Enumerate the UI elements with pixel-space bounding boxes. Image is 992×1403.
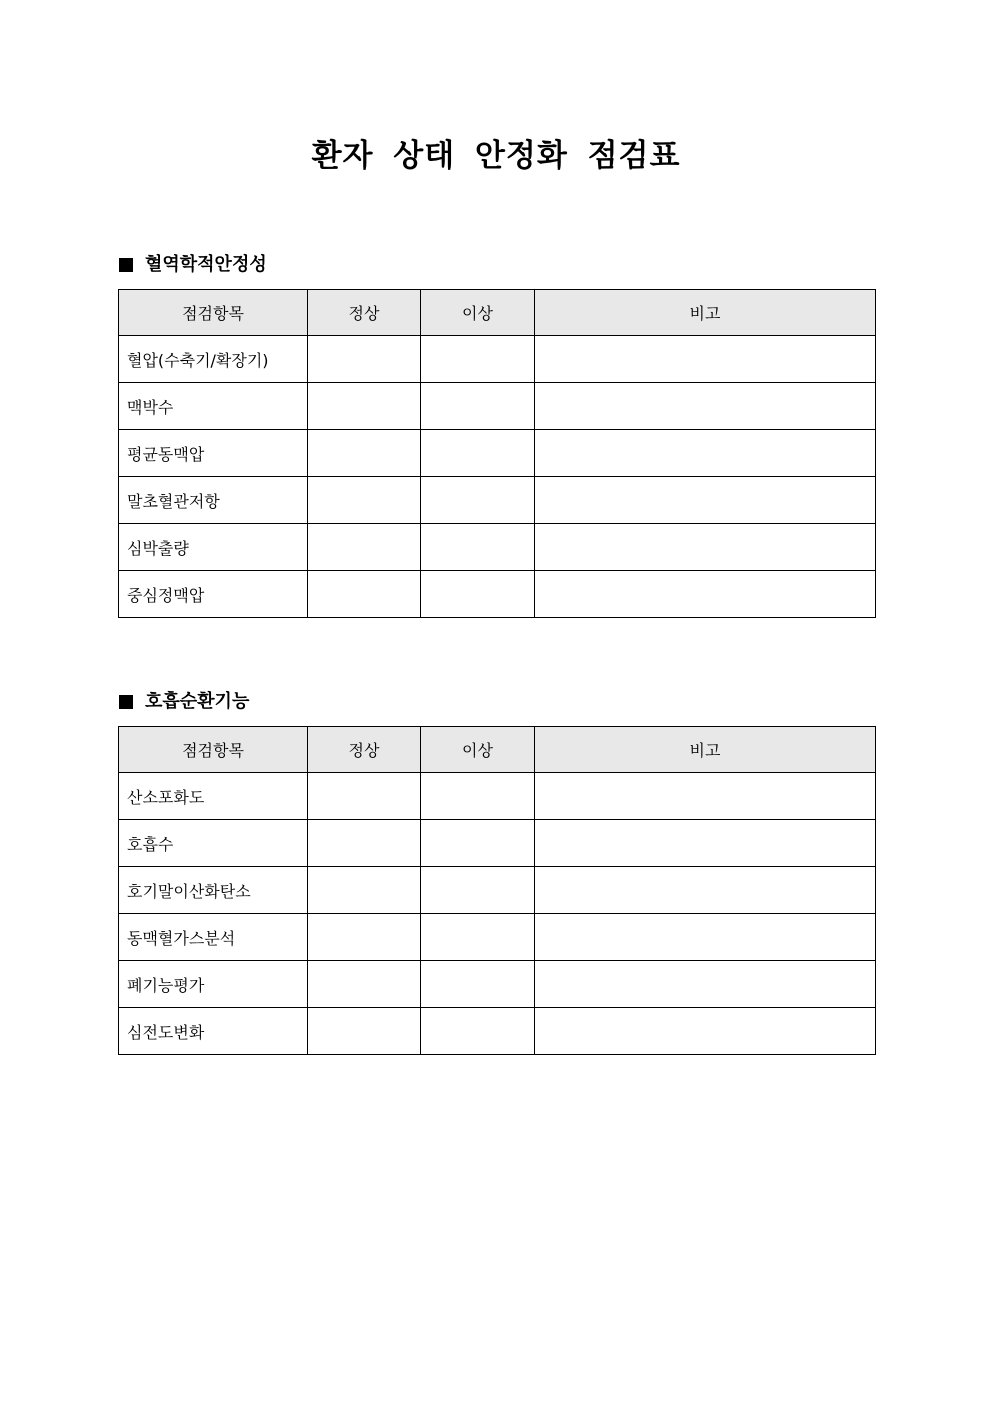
normal-cell[interactable] xyxy=(308,867,421,914)
item-cell: 말초혈관저항 xyxy=(119,477,308,524)
abnormal-cell[interactable] xyxy=(421,571,535,618)
abnormal-cell[interactable] xyxy=(421,524,535,571)
normal-cell[interactable] xyxy=(308,820,421,867)
square-bullet-icon xyxy=(119,258,133,272)
abnormal-cell[interactable] xyxy=(421,820,535,867)
table-row xyxy=(119,571,876,618)
normal-cell[interactable] xyxy=(308,336,421,383)
item-cell: 호기말이산화탄소 xyxy=(119,867,308,914)
abnormal-cell[interactable] xyxy=(421,336,535,383)
table-row xyxy=(119,773,876,820)
table-row xyxy=(119,336,876,383)
item-cell: 중심정맥압 xyxy=(119,571,308,618)
item-cell: 폐기능평가 xyxy=(119,961,308,1008)
section-heading-respiratory xyxy=(119,690,249,714)
normal-cell[interactable] xyxy=(308,383,421,430)
abnormal-cell[interactable] xyxy=(421,867,535,914)
table-header-row xyxy=(119,290,876,336)
item-cell: 혈압(수축기/확장기) xyxy=(119,336,308,383)
note-cell[interactable] xyxy=(535,524,876,571)
normal-cell[interactable] xyxy=(308,430,421,477)
column-header-abnormal: 이상 xyxy=(421,727,535,773)
note-cell[interactable] xyxy=(535,867,876,914)
table-row xyxy=(119,820,876,867)
note-cell[interactable] xyxy=(535,820,876,867)
table-row xyxy=(119,867,876,914)
note-cell[interactable] xyxy=(535,914,876,961)
item-cell: 동맥혈가스분석 xyxy=(119,914,308,961)
abnormal-cell[interactable] xyxy=(421,477,535,524)
column-header-item: 점검항목 xyxy=(119,727,308,773)
item-cell: 호흡수 xyxy=(119,820,308,867)
abnormal-cell[interactable] xyxy=(421,383,535,430)
abnormal-cell[interactable] xyxy=(421,430,535,477)
hemodynamic-checklist-table xyxy=(118,289,876,618)
normal-cell[interactable] xyxy=(308,773,421,820)
normal-cell[interactable] xyxy=(308,571,421,618)
respiratory-checklist-table xyxy=(118,726,876,1055)
normal-cell[interactable] xyxy=(308,1008,421,1055)
table-row xyxy=(119,383,876,430)
item-cell: 맥박수 xyxy=(119,383,308,430)
table-row xyxy=(119,1008,876,1055)
item-cell: 산소포화도 xyxy=(119,773,308,820)
page-title: 환자 상태 안정화 점검표 xyxy=(311,138,681,174)
section-heading-hemodynamic xyxy=(119,253,267,277)
column-header-item: 점검항목 xyxy=(119,290,308,336)
column-header-note: 비고 xyxy=(535,727,876,773)
note-cell[interactable] xyxy=(535,477,876,524)
abnormal-cell[interactable] xyxy=(421,1008,535,1055)
table-row xyxy=(119,430,876,477)
section-heading-label: 호흡순환기능 xyxy=(145,691,250,712)
table-row xyxy=(119,524,876,571)
normal-cell[interactable] xyxy=(308,524,421,571)
table-row xyxy=(119,961,876,1008)
column-header-normal: 정상 xyxy=(308,290,421,336)
abnormal-cell[interactable] xyxy=(421,773,535,820)
note-cell[interactable] xyxy=(535,571,876,618)
table-row xyxy=(119,914,876,961)
note-cell[interactable] xyxy=(535,430,876,477)
normal-cell[interactable] xyxy=(308,477,421,524)
abnormal-cell[interactable] xyxy=(421,914,535,961)
column-header-abnormal: 이상 xyxy=(421,290,535,336)
column-header-note: 비고 xyxy=(535,290,876,336)
section-heading-label: 혈역학적안정성 xyxy=(145,254,267,275)
table-header-row xyxy=(119,727,876,773)
item-cell: 평균동맥압 xyxy=(119,430,308,477)
note-cell[interactable] xyxy=(535,773,876,820)
item-cell: 심박출량 xyxy=(119,524,308,571)
note-cell[interactable] xyxy=(535,383,876,430)
note-cell[interactable] xyxy=(535,1008,876,1055)
square-bullet-icon xyxy=(119,695,133,709)
table-row xyxy=(119,477,876,524)
note-cell[interactable] xyxy=(535,336,876,383)
column-header-normal: 정상 xyxy=(308,727,421,773)
normal-cell[interactable] xyxy=(308,914,421,961)
item-cell: 심전도변화 xyxy=(119,1008,308,1055)
note-cell[interactable] xyxy=(535,961,876,1008)
normal-cell[interactable] xyxy=(308,961,421,1008)
abnormal-cell[interactable] xyxy=(421,961,535,1008)
